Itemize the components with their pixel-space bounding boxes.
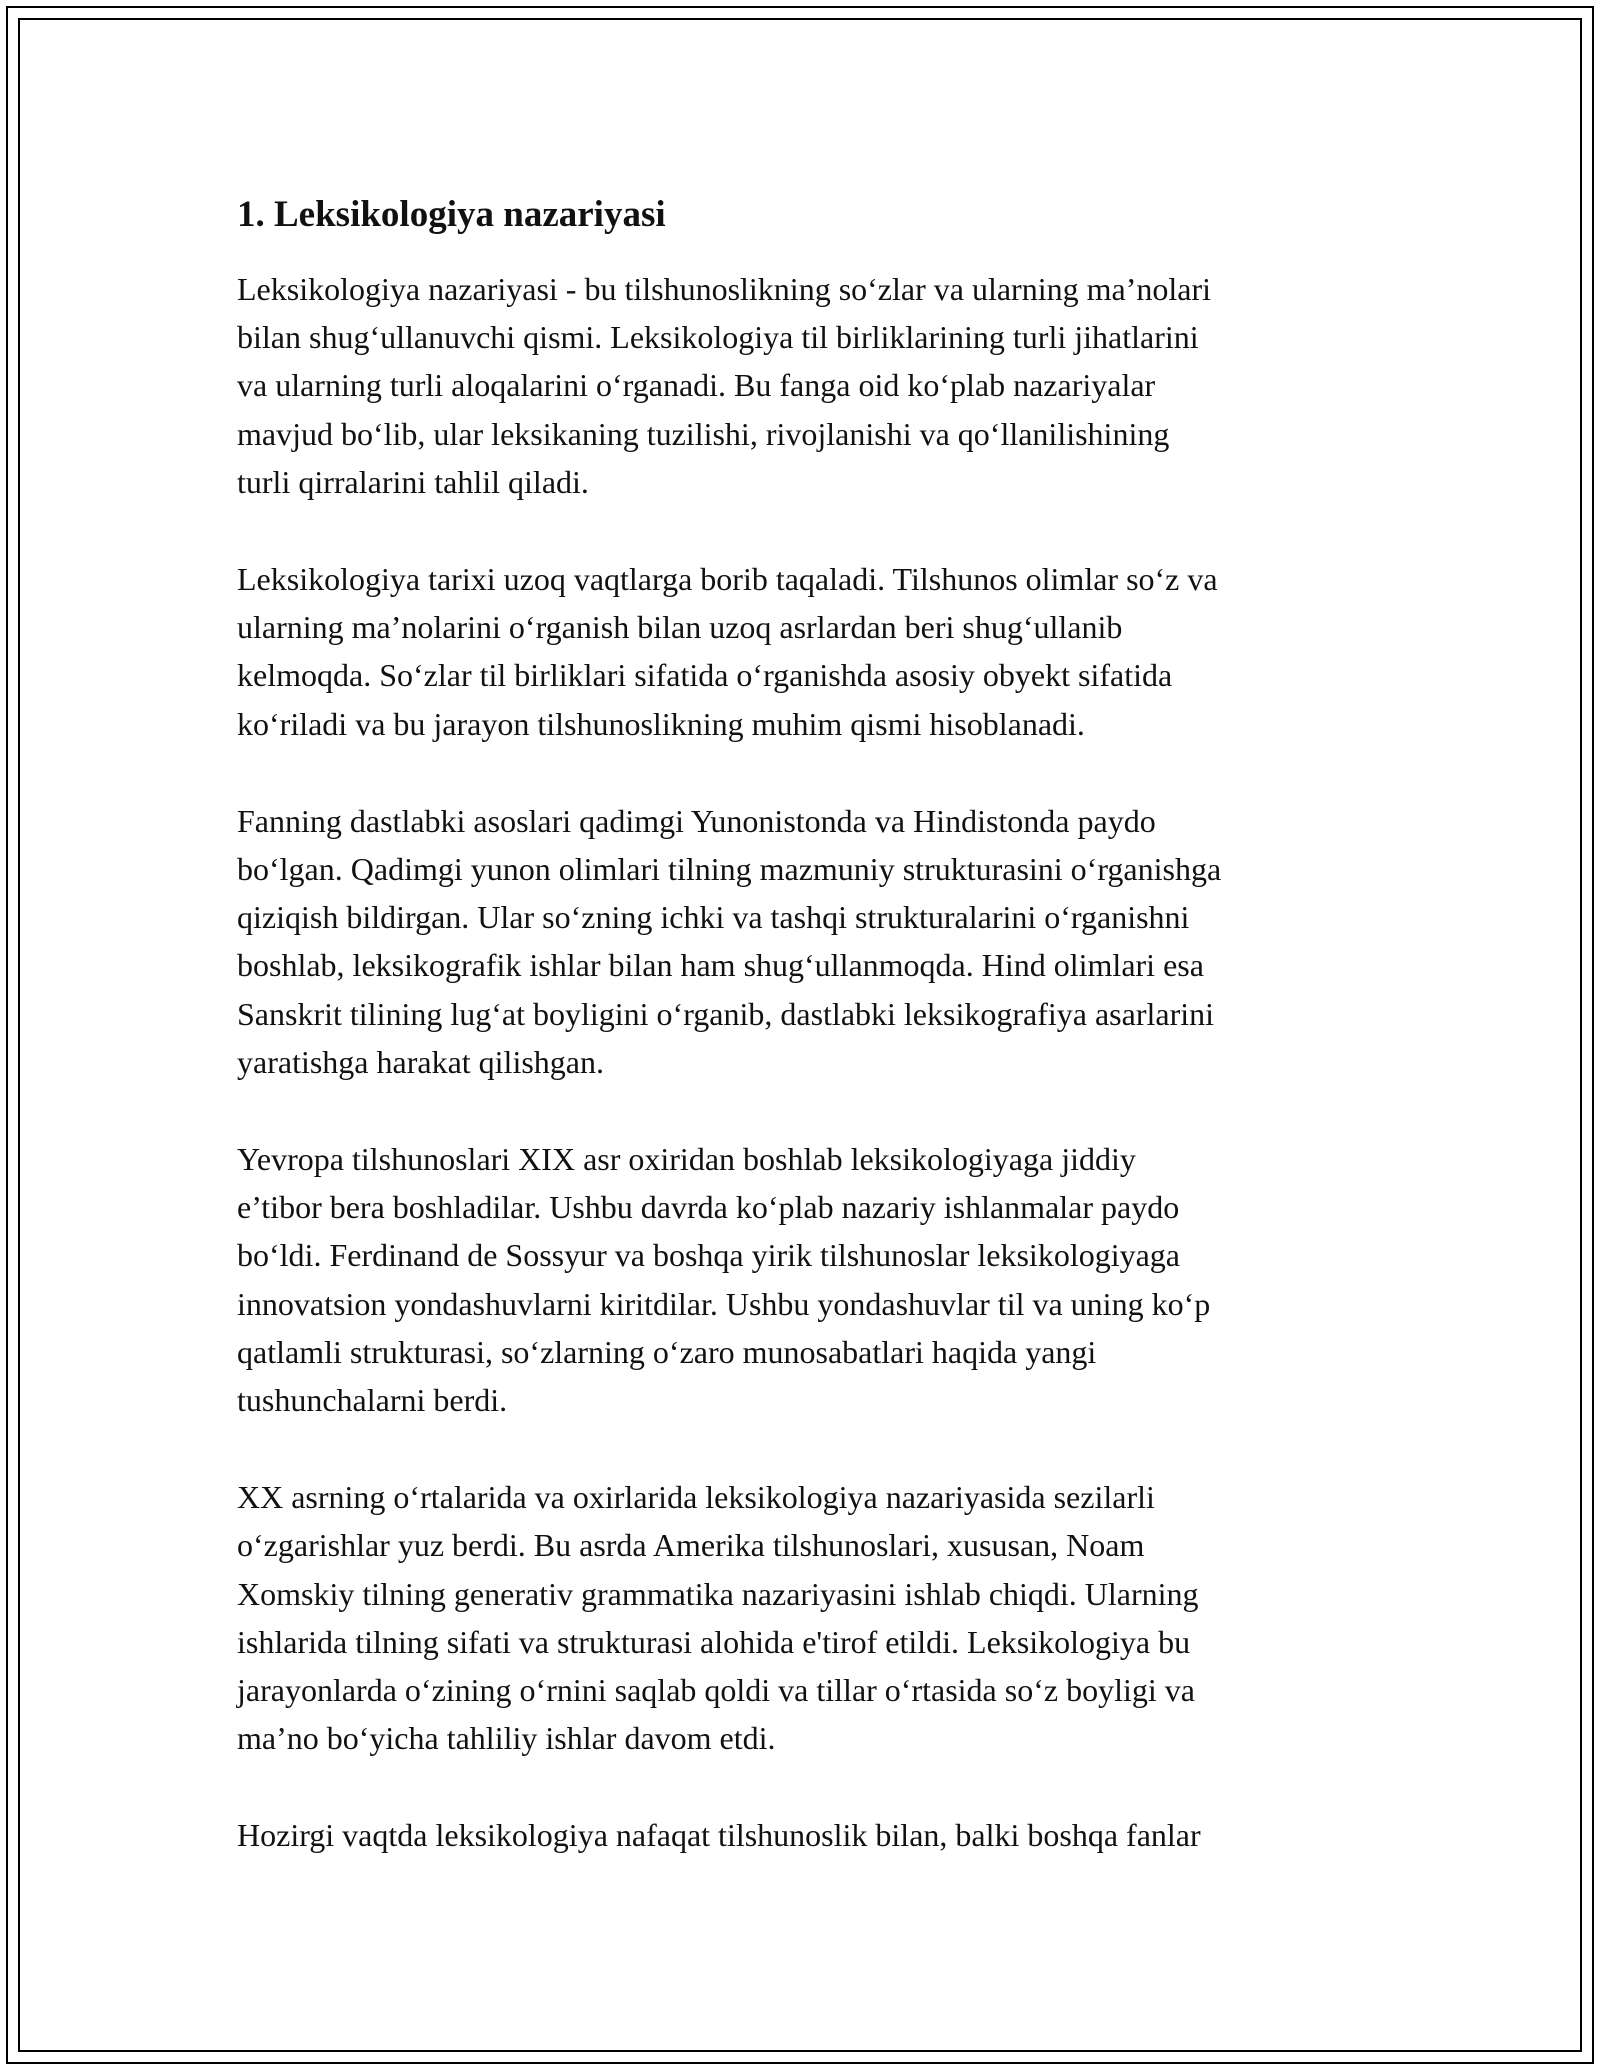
paragraph-5: [237, 1473, 1382, 1762]
text-line: e’tibor bera boshladilar. Ushbu davrda ko‘plab nazariy ishlanmalar paydo: [237, 1189, 1180, 1226]
text-line: yaratishga harakat qilishgan.: [237, 1043, 604, 1080]
text-line: qatlamli strukturasi, so‘zlarning o‘zaro munosabatlari haqida yangi: [237, 1333, 1097, 1370]
text-line: o‘zgarishlar yuz berdi. Bu asrda Amerika tilshunoslari, xususan, Noam: [237, 1527, 1145, 1564]
text-line: ishlarida tilning sifati va strukturasi alohida e'tirof etildi. Leksikologiya bu: [237, 1623, 1191, 1660]
paragraph-1: [237, 265, 1382, 506]
text-line: Xomskiy tilning generativ grammatika nazariyasini ishlab chiqdi. Ularning: [237, 1575, 1199, 1612]
paragraph-4: [237, 1135, 1382, 1424]
text-line: ma’no bo‘yicha tahliliy ishlar davom etdi.: [237, 1720, 776, 1757]
text-line: XX asrning o‘rtalarida va oxirlarida leksikologiya nazariyasida sezilarli: [237, 1479, 1155, 1516]
text-line: qiziqish bildirgan. Ular so‘zning ichki va tashqi strukturalarini o‘rganishni: [237, 899, 1190, 936]
text-line: bo‘ldi. Ferdinand de Sossyur va boshqa yirik tilshunoslar leksikologiyaga: [237, 1237, 1180, 1274]
text-line: Leksikologiya tarixi uzoq vaqtlarga borib taqaladi. Tilshunos olimlar so‘z va: [237, 561, 1218, 598]
text-line: Leksikologiya nazariyasi - bu tilshunoslikning so‘zlar va ularning ma’nolari: [237, 271, 1211, 307]
section-heading: 1. Leksikologiya nazariyasi: [237, 194, 666, 235]
text-line: ko‘riladi va bu jarayon tilshunoslikning muhim qismi hisoblanadi.: [237, 705, 1085, 742]
text-line: jarayonlarda o‘zining o‘rnini saqlab qoldi va tillar o‘rtasida so‘z boyligi va: [237, 1672, 1195, 1709]
paragraph-2: [237, 555, 1382, 748]
document-page: [6, 6, 1594, 2064]
text-line: ularning ma’nolarini o‘rganish bilan uzoq asrlardan beri shug‘ullanib: [237, 609, 1123, 646]
text-line: Sanskrit tilining lug‘at boyligini o‘rganib, dastlabki leksikografiya asarlarini: [237, 995, 1214, 1032]
text-line: bilan shug‘ullanuvchi qismi. Leksikologiya til birliklarining turli jihatlarini: [237, 319, 1199, 356]
paragraph-3: [237, 797, 1382, 1086]
text-line: Hozirgi vaqtda leksikologiya nafaqat tilshunoslik bilan, balki boshqa fanlar: [237, 1817, 1201, 1854]
paragraph-6: [237, 1811, 1382, 1859]
text-line: mavjud bo‘lib, ular leksikaning tuzilishi, rivojlanishi va qo‘llanilishining: [237, 415, 1170, 452]
text-line: va ularning turli aloqalarini o‘rganadi. Bu fanga oid ko‘plab nazariyalar: [237, 367, 1156, 404]
document-body: [237, 191, 1382, 1909]
text-line: bo‘lgan. Qadimgi yunon olimlari tilning mazmuniy strukturasini o‘rganishga: [237, 851, 1222, 888]
text-line: innovatsion yondashuvlarni kiritdilar. Ushbu yondashuvlar til va uning ko‘p: [237, 1285, 1211, 1322]
text-line: tushunchalarni berdi.: [237, 1382, 508, 1419]
text-line: Fanning dastlabki asoslari qadimgi Yunonistonda va Hindistonda paydo: [237, 802, 1156, 839]
text-line: boshlab, leksikografik ishlar bilan ham shug‘ullanmoqda. Hind olimlari esa: [237, 947, 1204, 984]
text-line: Yevropa tilshunoslari XIX asr oxiridan boshlab leksikologiyaga jiddiy: [237, 1141, 1136, 1178]
text-line: kelmoqda. So‘zlar til birliklari sifatida o‘rganishda asosiy obyekt sifatida: [237, 657, 1173, 694]
text-line: turli qirralarini tahlil qiladi.: [237, 463, 589, 500]
